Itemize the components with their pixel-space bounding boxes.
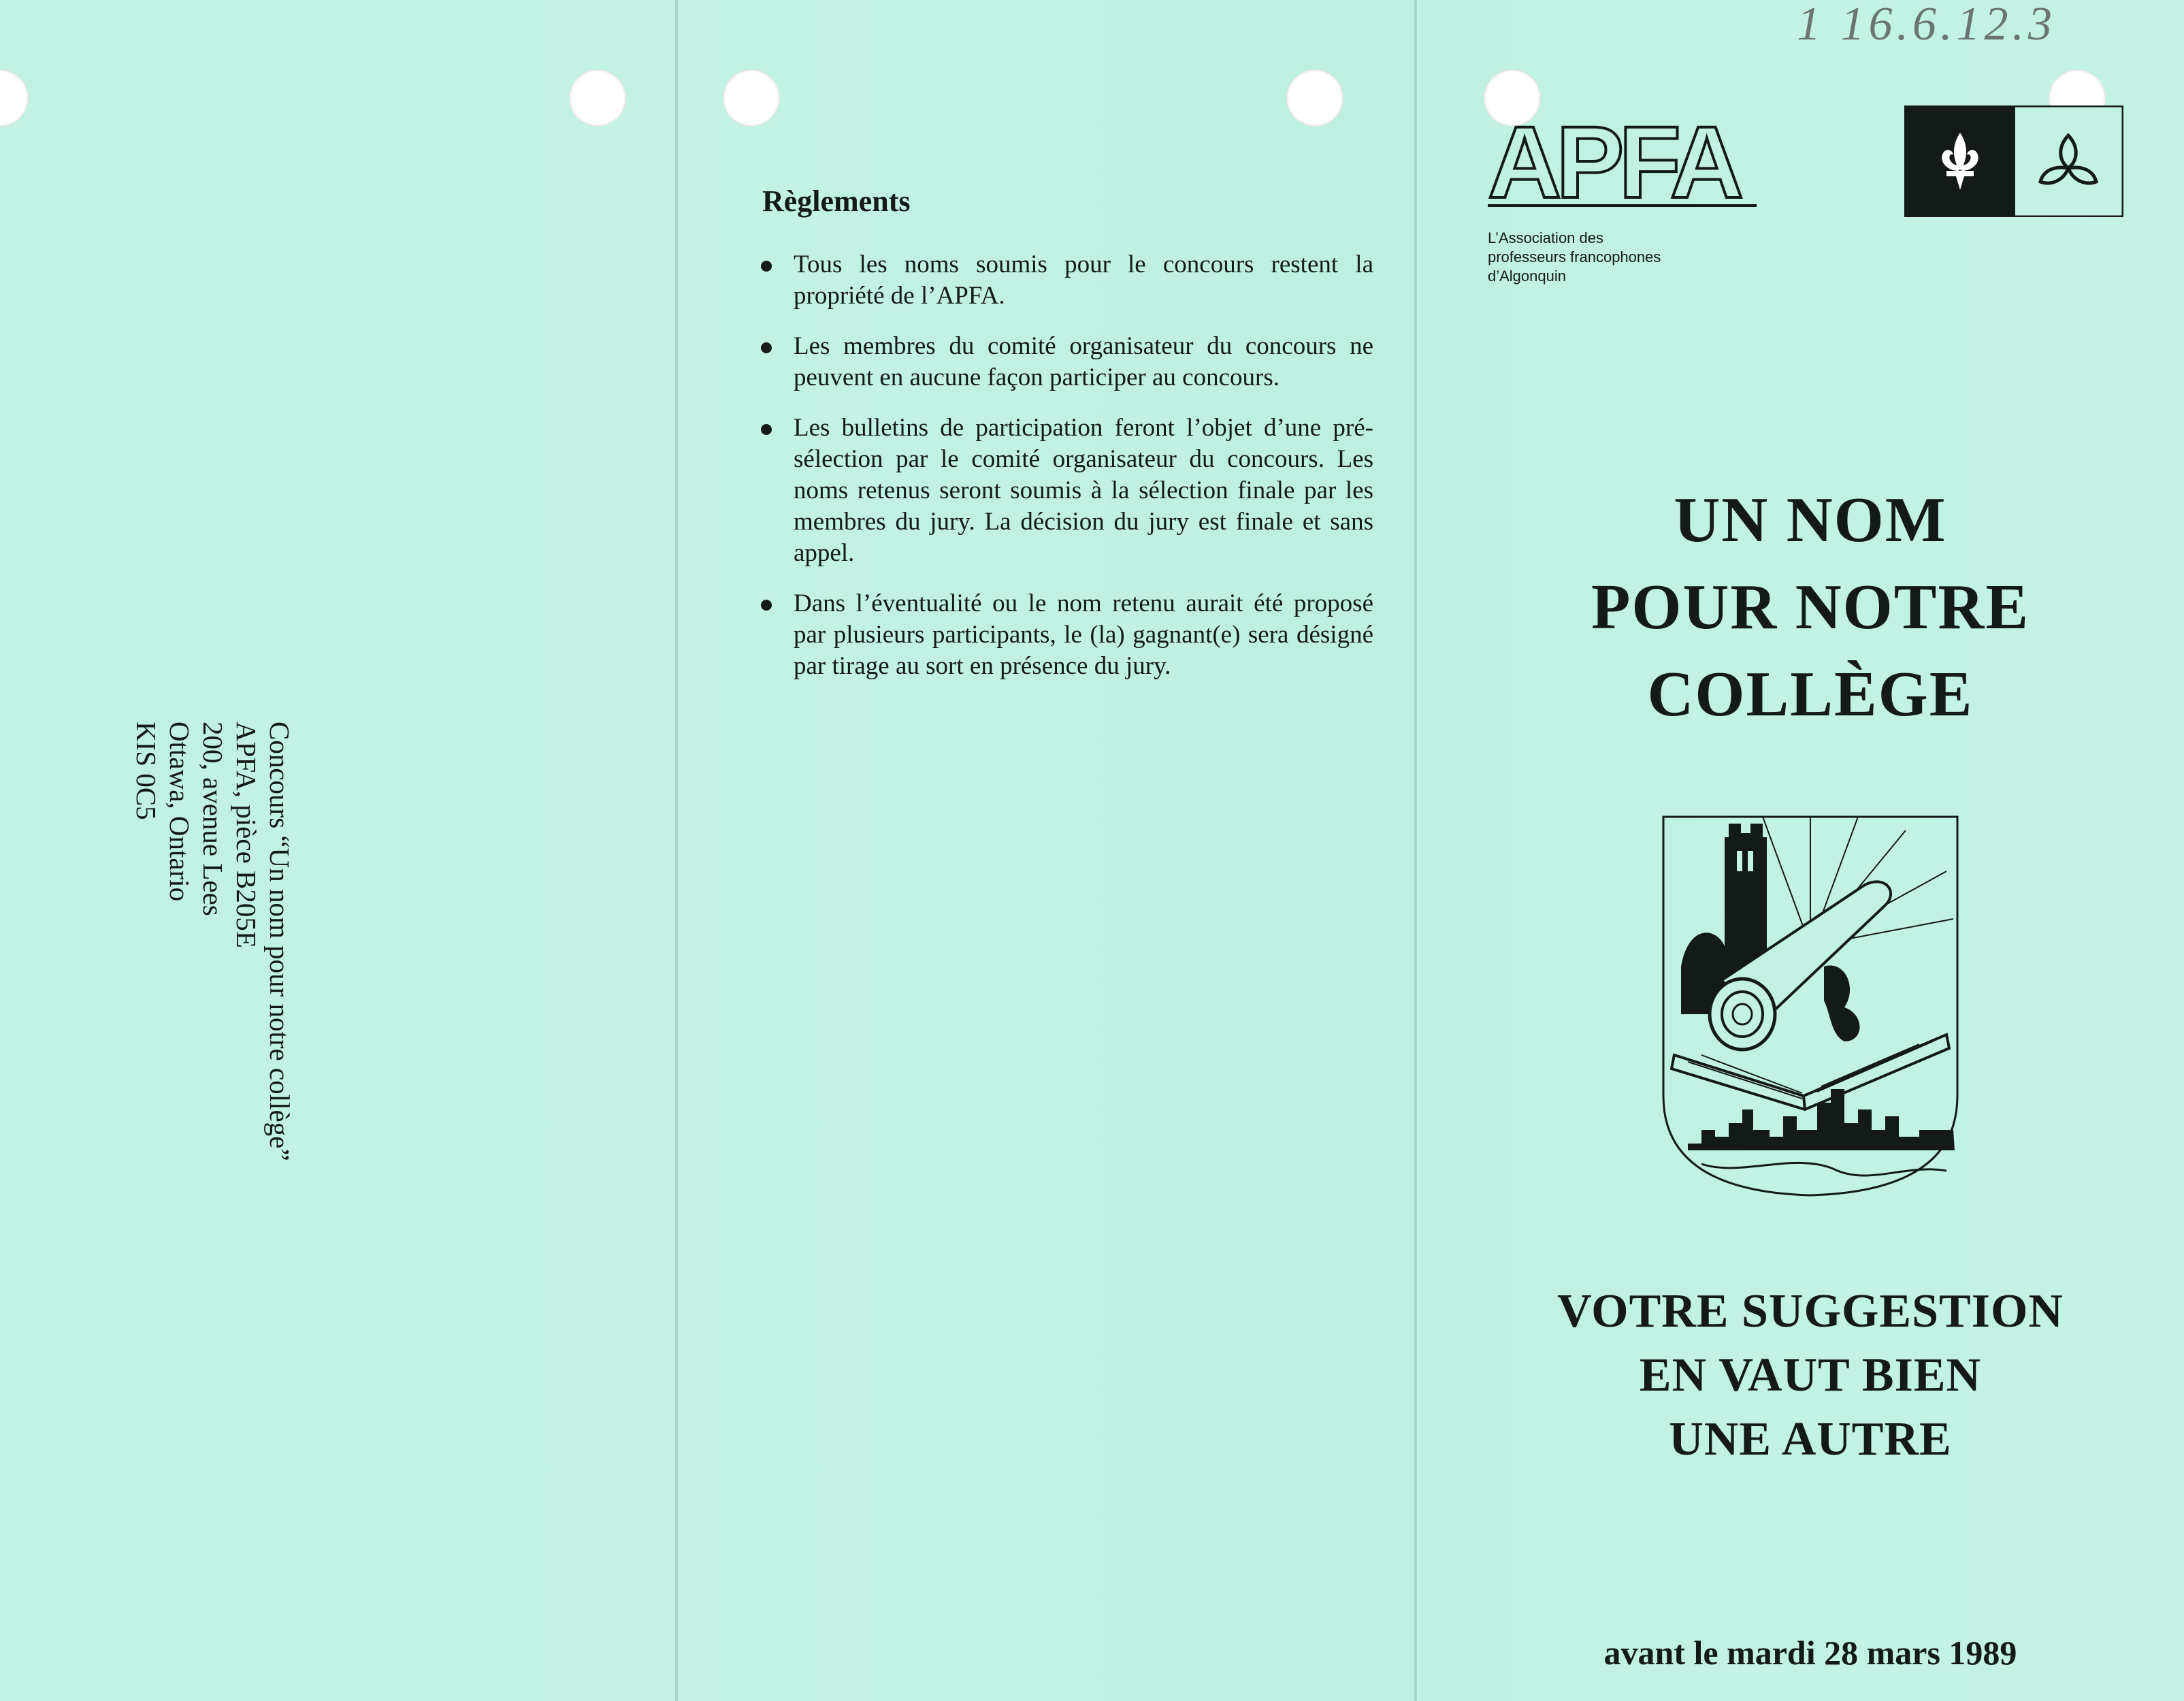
handwritten-reference: 1 16.6.12.3 [1797,0,2056,50]
title-line: POUR NOTRE [1591,572,2030,643]
address-line: Concours “Un nom pour notre collège” [264,722,295,1161]
bullet-icon [761,342,772,353]
fold-line-left [675,0,678,1701]
rule-text: Dans l’éventualité ou le nom retenu aurait été proposé par plusieurs participants, le (la) gagnant(e) sera désigné par tirage au sort en présence du jury. [794,589,1373,680]
address-line: 200, avenue Lees [197,722,229,916]
punch-hole [1286,69,1343,127]
fold-line-right [1414,0,1417,1701]
slogan-line: VOTRE SUGGESTION [1557,1285,2064,1338]
deadline-date: avant le mardi 28 mars 1989 [1603,1634,2017,1672]
rule-text: Tous les noms soumis pour le concours restent la propriété de l’APFA. [794,250,1373,310]
franco-ontarian-flag [1904,106,2123,217]
address-line: Ottawa, Ontario [164,722,195,902]
apfa-logo-text: APFA [1488,109,1739,218]
slogan-line: UNE AUTRE [1669,1413,1952,1465]
slogan-line: EN VAUT BIEN [1639,1349,1982,1402]
association-name [1488,229,1760,286]
punch-hole [723,69,780,127]
punch-hole [569,69,626,127]
bullet-icon [761,261,772,272]
address-line: APFA, pièce B205E [231,722,262,948]
bullet-icon [761,424,772,435]
rule-item [761,249,1373,312]
rule-text: Les bulletins de participation feront l’objet d’une pré-sélection par le comité organisateur du concours. Les noms retenus seront soumis à la sélection finale par les membres du jury. La décision du jury est finale et sans appel. [794,414,1373,567]
title-line: UN NOM [1674,485,1947,555]
rules-section [761,184,1373,701]
rule-item [761,331,1373,393]
apfa-logo [1488,109,1760,218]
association-line: d’Algonquin [1488,268,1566,285]
association-line: professeurs francophones [1488,248,1661,265]
bullet-icon [761,600,772,611]
rule-item [761,588,1373,682]
brochure-title [1484,476,2137,738]
rule-item [761,412,1373,569]
college-crest-icon [1661,810,1960,1198]
rules-list [761,249,1373,682]
slogan [1484,1280,2137,1472]
address-line: KIS 0C5 [131,722,162,820]
rule-text: Les membres du comité organisateur du concours ne peuvent en aucune façon participer au concours. [794,332,1373,391]
title-line: COLLÈGE [1647,659,1974,730]
association-line: L’Association des [1488,229,1603,246]
rules-heading: Règlements [762,184,911,218]
